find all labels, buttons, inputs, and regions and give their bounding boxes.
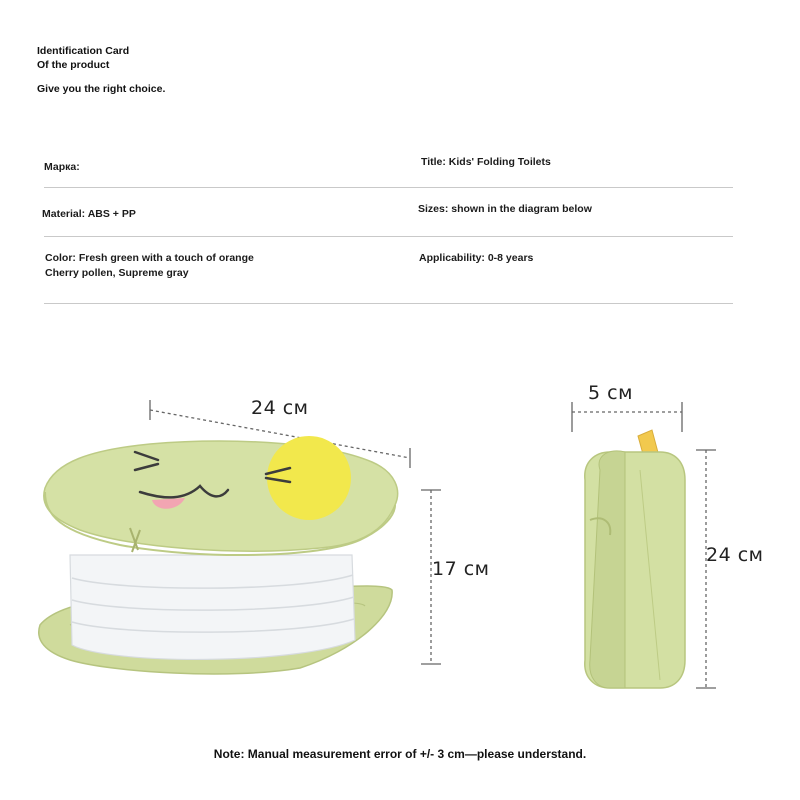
sizes-label: Sizes: shown in the diagram below [418, 203, 592, 215]
potty-side-view [585, 430, 685, 688]
potty-bucket [70, 555, 355, 659]
brand-label: Марка: [44, 161, 80, 173]
title-label: Title: Kids' Folding Toilets [421, 156, 551, 168]
material-label: Material: ABS + PP [42, 208, 136, 220]
side-width-label: 5 см [588, 382, 633, 404]
applicability-label: Applicability: 0-8 years [419, 252, 534, 264]
cheek-patch [267, 436, 351, 520]
color-label-continued: Cherry pollen, Supreme gray [45, 267, 189, 279]
side-height-dimension [696, 450, 716, 688]
header-subtitle: Of the product [37, 59, 110, 71]
header-tagline: Give you the right choice. [37, 83, 166, 95]
front-height-label: 17 см [432, 558, 490, 580]
potty-lid [44, 436, 398, 555]
side-width-dimension [572, 402, 682, 432]
header-title: Identification Card [37, 45, 130, 57]
color-label: Color: Fresh green with a touch of orange [45, 252, 254, 264]
measurement-note: Note: Manual measurement error of +/- 3 cm—please understand. [213, 747, 587, 761]
front-width-label: 24 см [251, 397, 309, 419]
side-height-label: 24 см [706, 544, 764, 566]
